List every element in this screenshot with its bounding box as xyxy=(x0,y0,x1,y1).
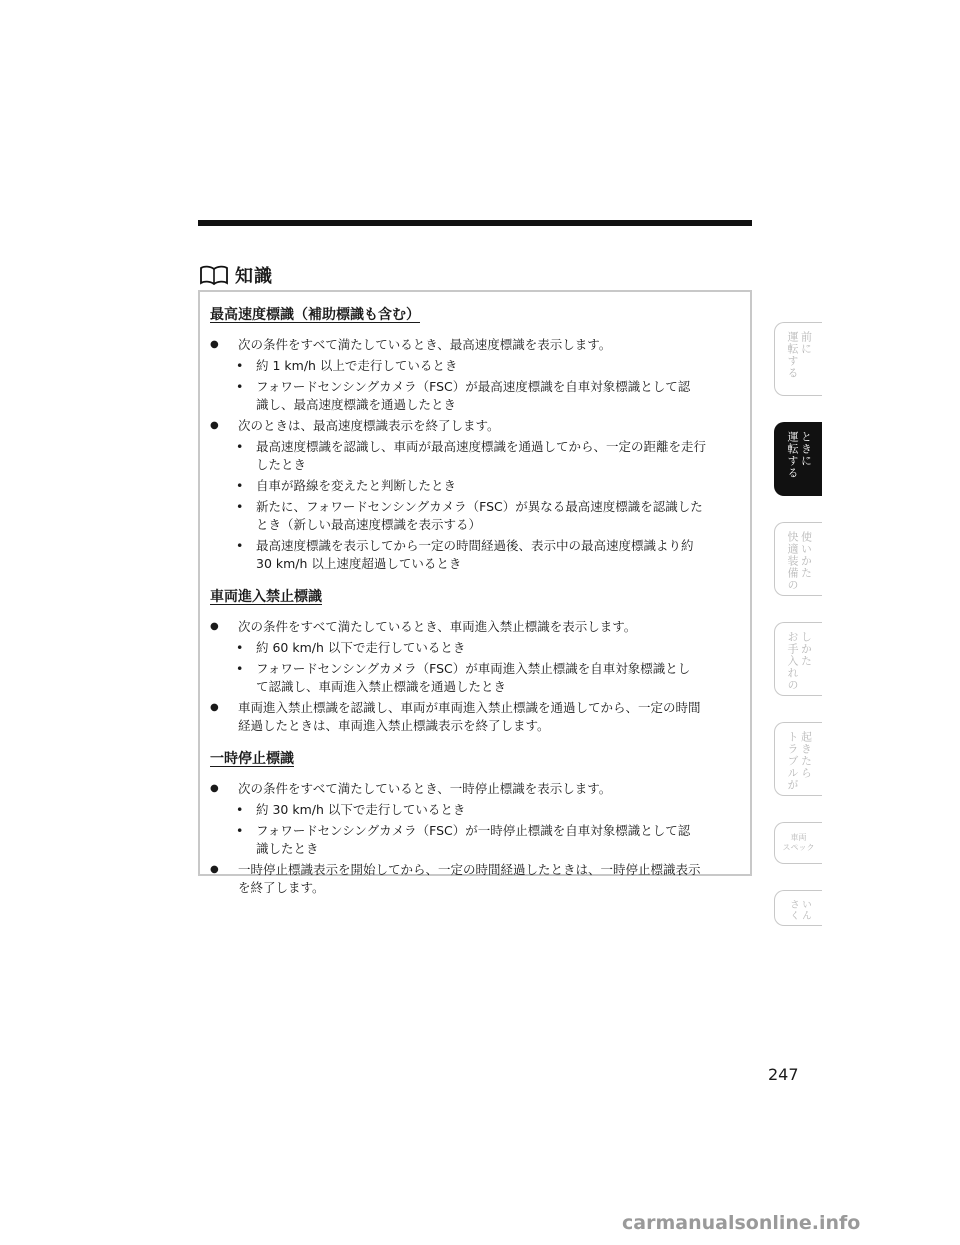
side-tab-label: 運転する xyxy=(786,431,799,479)
section-gap xyxy=(210,576,738,580)
side-tab-label: ときに xyxy=(799,431,813,467)
watermark-text: carmanualsonline.info xyxy=(622,1212,861,1234)
bullet-continuation: とき（新しい最高速度標識を表示する） xyxy=(256,517,482,532)
bullet-item: ● 次のときは、最高速度標識表示を終了します。 xyxy=(210,417,738,435)
section-gap xyxy=(210,738,738,742)
sub-bullet-item: • 最高速度標識を認識し、車両が最高速度標識を通過してから、一定の距離を走行 xyxy=(210,438,738,456)
sub-bullet-item: • フォワードセンシングカメラ（FSC）が車両進入禁止標識を自車対象標識とし xyxy=(210,660,738,678)
bullet-continuation: 識し、最高速度標識を通過したとき xyxy=(256,397,457,412)
side-tab-2[interactable] xyxy=(774,422,822,496)
bullet-item: ● 次の条件をすべて満たしているとき、最高速度標識を表示します。 xyxy=(210,336,738,354)
section-title: 一時停止標識 xyxy=(210,751,294,767)
side-tab-5[interactable] xyxy=(774,722,822,796)
bullet-continuation: 識したとき xyxy=(256,841,319,856)
bullet-continuation: を終了します。 xyxy=(238,880,325,895)
bullet-item: ● 次の条件をすべて満たしているとき、車両進入禁止標識を表示します。 xyxy=(210,618,738,636)
bullet-continuation: 経過したときは、車両進入禁止標識表示を終了します。 xyxy=(238,718,550,733)
side-tab-4[interactable] xyxy=(774,622,822,696)
heading-title: 知識 xyxy=(235,266,273,287)
bullet-continuation: 30 km/h 以上速度超過しているとき xyxy=(256,556,462,571)
side-tab-label: スペック xyxy=(782,843,815,852)
section-title: 最高速度標識（補助標識も含む） xyxy=(210,307,420,323)
side-tab-label: トラブルが xyxy=(786,731,799,791)
side-tab-label: 使いかた xyxy=(799,531,813,579)
info-box xyxy=(198,290,752,895)
bullet-continuation: て認識し、車両進入禁止標識を通過したとき xyxy=(256,679,507,694)
sub-bullet-item: • フォワードセンシングカメラ（FSC）が最高速度標識を自車対象標識として認 xyxy=(210,378,738,396)
section-gap xyxy=(210,900,738,904)
top-rule xyxy=(198,220,752,226)
side-tab-label: しかた xyxy=(799,631,813,667)
sub-bullet-item: • 新たに、フォワードセンシングカメラ（FSC）が異なる最高速度標識を認識した xyxy=(210,498,738,516)
side-tab-label: お手入れの xyxy=(786,631,799,691)
bullet-item: ● 一時停止標識表示を開始してから、一定の時間経過したときは、一時停止標識表示 xyxy=(210,861,738,879)
sub-bullet-item: • 約 1 km/h 以上で走行しているとき xyxy=(210,357,738,375)
section-title: 車両進入禁止標識 xyxy=(210,589,322,605)
sub-bullet-item: • 自車が路線を変えたと判断したとき xyxy=(210,477,738,495)
side-tab-7[interactable] xyxy=(774,890,822,926)
side-tab-label: 前に xyxy=(799,331,813,355)
side-tab-3[interactable] xyxy=(774,522,822,596)
sub-bullet-item: • 約 30 km/h 以下で走行しているとき xyxy=(210,801,738,819)
bullet-item: ● 車両進入禁止標識を認識し、車両が車両進入禁止標識を通過してから、一定の時間 xyxy=(210,699,738,717)
bullet-item: ● 次の条件をすべて満たしているとき、一時停止標識を表示します。 xyxy=(210,780,738,798)
side-tab-label: 運転する xyxy=(786,331,799,379)
side-tab-1[interactable] xyxy=(774,322,822,396)
side-tab-label: さく xyxy=(787,899,799,921)
sub-bullet-item: • 約 60 km/h 以下で走行しているとき xyxy=(210,639,738,657)
book-icon xyxy=(199,264,229,286)
page-number: 247 xyxy=(768,1065,799,1084)
sub-bullet-item: • フォワードセンシングカメラ（FSC）が一時停止標識を自車対象標識として認 xyxy=(210,822,738,840)
side-tab-6[interactable] xyxy=(774,822,822,864)
side-tab-label: 車両 xyxy=(790,833,807,842)
sub-bullet-item: • 最高速度標識を表示してから一定の時間経過後、表示中の最高速度標識より約 xyxy=(210,537,738,555)
side-tab-label: 快適装備の xyxy=(786,531,799,591)
bullet-continuation: したとき xyxy=(256,457,307,472)
side-tab-label: 起きたら xyxy=(799,731,813,779)
section-heading xyxy=(199,262,273,288)
side-tab-label: いん xyxy=(799,899,811,921)
